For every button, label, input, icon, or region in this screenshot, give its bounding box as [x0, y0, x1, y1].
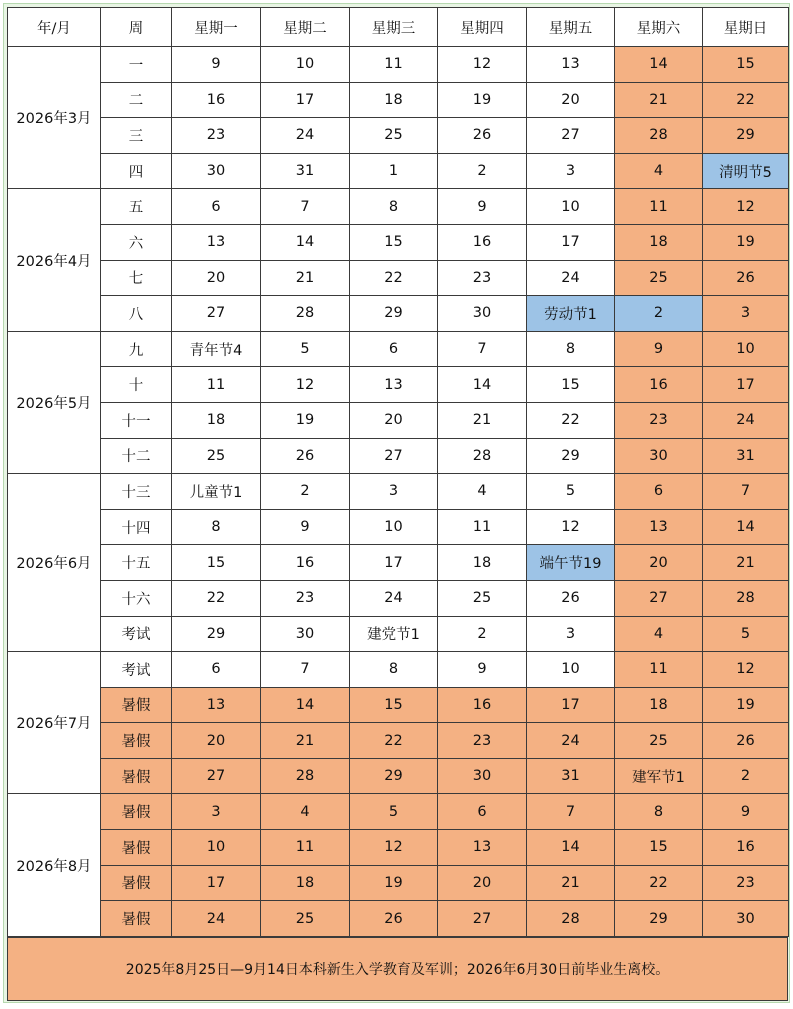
day-cell: 8	[172, 509, 261, 545]
day-cell: 端午节19	[527, 545, 615, 581]
header-week: 周	[101, 8, 172, 47]
week-label: 二	[101, 82, 172, 118]
day-cell: 23	[703, 865, 789, 901]
day-cell: 16	[172, 82, 261, 118]
day-cell: 11	[172, 367, 261, 403]
week-label: 三	[101, 118, 172, 154]
week-label: 五	[101, 189, 172, 225]
day-cell: 10	[261, 47, 350, 83]
day-cell: 25	[615, 260, 703, 296]
day-cell: 17	[527, 224, 615, 260]
header-tuesday: 星期二	[261, 8, 350, 47]
day-cell: 26	[438, 118, 527, 154]
day-cell: 23	[438, 260, 527, 296]
day-cell: 6	[438, 794, 527, 830]
day-cell: 27	[615, 580, 703, 616]
day-cell: 21	[261, 723, 350, 759]
header-monday: 星期一	[172, 8, 261, 47]
day-cell: 30	[172, 153, 261, 189]
day-cell: 14	[261, 687, 350, 723]
week-row	[8, 189, 789, 225]
week-label: 暑假	[101, 794, 172, 830]
week-row	[8, 652, 789, 688]
day-cell: 21	[261, 260, 350, 296]
day-cell: 16	[703, 830, 789, 866]
day-cell: 27	[172, 296, 261, 332]
day-cell: 儿童节1	[172, 474, 261, 510]
week-row	[8, 367, 789, 403]
day-cell: 31	[527, 758, 615, 794]
week-row	[8, 224, 789, 260]
day-cell: 9	[261, 509, 350, 545]
week-row	[8, 545, 789, 581]
day-cell: 25	[350, 118, 438, 154]
day-cell: 劳动节1	[527, 296, 615, 332]
day-cell: 4	[615, 153, 703, 189]
day-cell: 12	[350, 830, 438, 866]
header-thursday: 星期四	[438, 8, 527, 47]
day-cell: 4	[615, 616, 703, 652]
day-cell: 14	[703, 509, 789, 545]
week-label: 四	[101, 153, 172, 189]
day-cell: 22	[172, 580, 261, 616]
day-cell: 6	[172, 652, 261, 688]
day-cell: 27	[527, 118, 615, 154]
month-label: 2026年4月	[8, 189, 101, 331]
day-cell: 30	[615, 438, 703, 474]
day-cell: 4	[261, 794, 350, 830]
day-cell: 28	[261, 296, 350, 332]
day-cell: 13	[615, 509, 703, 545]
week-label: 考试	[101, 616, 172, 652]
header-saturday: 星期六	[615, 8, 703, 47]
day-cell: 7	[261, 189, 350, 225]
month-label: 2026年7月	[8, 652, 101, 794]
day-cell: 19	[261, 402, 350, 438]
week-row	[8, 865, 789, 901]
day-cell: 29	[527, 438, 615, 474]
day-cell: 4	[438, 474, 527, 510]
day-cell: 6	[172, 189, 261, 225]
day-cell: 2	[438, 616, 527, 652]
day-cell: 18	[438, 545, 527, 581]
day-cell: 23	[172, 118, 261, 154]
day-cell: 17	[261, 82, 350, 118]
day-cell: 2	[261, 474, 350, 510]
day-cell: 25	[261, 901, 350, 937]
day-cell: 10	[350, 509, 438, 545]
day-cell: 13	[438, 830, 527, 866]
day-cell: 15	[703, 47, 789, 83]
day-cell: 12	[527, 509, 615, 545]
day-cell: 24	[527, 260, 615, 296]
day-cell: 15	[350, 224, 438, 260]
day-cell: 5	[527, 474, 615, 510]
day-cell: 3	[350, 474, 438, 510]
day-cell: 9	[438, 652, 527, 688]
day-cell: 16	[438, 224, 527, 260]
day-cell: 10	[527, 652, 615, 688]
header-friday: 星期五	[527, 8, 615, 47]
day-cell: 13	[527, 47, 615, 83]
day-cell: 27	[350, 438, 438, 474]
week-row	[8, 616, 789, 652]
day-cell: 26	[261, 438, 350, 474]
day-cell: 24	[350, 580, 438, 616]
day-cell: 19	[350, 865, 438, 901]
day-cell: 2	[438, 153, 527, 189]
day-cell: 10	[703, 331, 789, 367]
week-label: 十三	[101, 474, 172, 510]
day-cell: 12	[703, 652, 789, 688]
header-year-month: 年/月	[8, 8, 101, 47]
day-cell: 18	[350, 82, 438, 118]
week-row	[8, 794, 789, 830]
day-cell: 28	[261, 758, 350, 794]
day-cell: 5	[703, 616, 789, 652]
day-cell: 18	[261, 865, 350, 901]
day-cell: 30	[703, 901, 789, 937]
day-cell: 18	[615, 687, 703, 723]
day-cell: 20	[438, 865, 527, 901]
day-cell: 14	[615, 47, 703, 83]
week-label: 暑假	[101, 723, 172, 759]
week-label: 十	[101, 367, 172, 403]
week-row	[8, 438, 789, 474]
week-label: 一	[101, 47, 172, 83]
week-row	[8, 723, 789, 759]
day-cell: 31	[703, 438, 789, 474]
day-cell: 29	[615, 901, 703, 937]
day-cell: 20	[350, 402, 438, 438]
day-cell: 27	[172, 758, 261, 794]
day-cell: 7	[261, 652, 350, 688]
day-cell: 25	[615, 723, 703, 759]
week-row	[8, 331, 789, 367]
week-row	[8, 47, 789, 83]
day-cell: 18	[172, 402, 261, 438]
week-label: 八	[101, 296, 172, 332]
day-cell: 19	[703, 687, 789, 723]
month-label: 2026年8月	[8, 794, 101, 936]
day-cell: 13	[172, 224, 261, 260]
footer-note: 2025年8月25日—9月14日本科新生入学教育及军训；2026年6月30日前毕业生离校。	[7, 937, 788, 1001]
day-cell: 13	[350, 367, 438, 403]
week-label: 六	[101, 224, 172, 260]
day-cell: 22	[350, 723, 438, 759]
day-cell: 10	[172, 830, 261, 866]
day-cell: 29	[703, 118, 789, 154]
day-cell: 10	[527, 189, 615, 225]
day-cell: 8	[615, 794, 703, 830]
day-cell: 8	[350, 652, 438, 688]
week-label: 十二	[101, 438, 172, 474]
day-cell: 28	[527, 901, 615, 937]
day-cell: 15	[350, 687, 438, 723]
day-cell: 3	[527, 616, 615, 652]
day-cell: 7	[703, 474, 789, 510]
day-cell: 2	[615, 296, 703, 332]
day-cell: 22	[703, 82, 789, 118]
week-row	[8, 296, 789, 332]
week-row	[8, 260, 789, 296]
day-cell: 19	[703, 224, 789, 260]
day-cell: 20	[172, 723, 261, 759]
day-cell: 28	[703, 580, 789, 616]
day-cell: 6	[350, 331, 438, 367]
day-cell: 6	[615, 474, 703, 510]
day-cell: 13	[172, 687, 261, 723]
week-row	[8, 82, 789, 118]
week-label: 十一	[101, 402, 172, 438]
day-cell: 3	[703, 296, 789, 332]
week-label: 九	[101, 331, 172, 367]
day-cell: 23	[261, 580, 350, 616]
day-cell: 27	[438, 901, 527, 937]
month-label: 2026年6月	[8, 474, 101, 652]
day-cell: 青年节4	[172, 331, 261, 367]
week-row	[8, 474, 789, 510]
day-cell: 25	[438, 580, 527, 616]
day-cell: 11	[261, 830, 350, 866]
day-cell: 9	[615, 331, 703, 367]
day-cell: 5	[261, 331, 350, 367]
day-cell: 8	[527, 331, 615, 367]
day-cell: 19	[438, 82, 527, 118]
day-cell: 26	[703, 260, 789, 296]
header-sunday: 星期日	[703, 8, 789, 47]
day-cell: 29	[172, 616, 261, 652]
day-cell: 7	[438, 331, 527, 367]
day-cell: 23	[438, 723, 527, 759]
week-row	[8, 118, 789, 154]
day-cell: 15	[527, 367, 615, 403]
day-cell: 21	[615, 82, 703, 118]
day-cell: 9	[703, 794, 789, 830]
day-cell: 21	[438, 402, 527, 438]
day-cell: 14	[438, 367, 527, 403]
day-cell: 建军节1	[615, 758, 703, 794]
day-cell: 12	[438, 47, 527, 83]
day-cell: 14	[261, 224, 350, 260]
day-cell: 12	[703, 189, 789, 225]
day-cell: 26	[350, 901, 438, 937]
day-cell: 28	[438, 438, 527, 474]
week-label: 暑假	[101, 865, 172, 901]
school-calendar-table	[7, 7, 789, 937]
day-cell: 16	[261, 545, 350, 581]
day-cell: 12	[261, 367, 350, 403]
week-label: 十六	[101, 580, 172, 616]
week-row	[8, 153, 789, 189]
week-label: 暑假	[101, 901, 172, 937]
day-cell: 11	[615, 189, 703, 225]
day-cell: 15	[172, 545, 261, 581]
day-cell: 24	[172, 901, 261, 937]
day-cell: 17	[350, 545, 438, 581]
day-cell: 9	[172, 47, 261, 83]
day-cell: 26	[703, 723, 789, 759]
calendar-frame	[3, 3, 790, 1003]
week-label: 十五	[101, 545, 172, 581]
week-row	[8, 758, 789, 794]
day-cell: 22	[615, 865, 703, 901]
day-cell: 24	[703, 402, 789, 438]
day-cell: 15	[615, 830, 703, 866]
day-cell: 14	[527, 830, 615, 866]
day-cell: 3	[172, 794, 261, 830]
day-cell: 16	[438, 687, 527, 723]
day-cell: 23	[615, 402, 703, 438]
week-row	[8, 687, 789, 723]
week-row	[8, 580, 789, 616]
day-cell: 建党节1	[350, 616, 438, 652]
day-cell: 28	[615, 118, 703, 154]
day-cell: 9	[438, 189, 527, 225]
day-cell: 31	[261, 153, 350, 189]
header-wednesday: 星期三	[350, 8, 438, 47]
day-cell: 17	[172, 865, 261, 901]
week-label: 暑假	[101, 758, 172, 794]
day-cell: 29	[350, 296, 438, 332]
day-cell: 20	[527, 82, 615, 118]
day-cell: 30	[261, 616, 350, 652]
day-cell: 3	[527, 153, 615, 189]
month-label: 2026年3月	[8, 47, 101, 189]
week-row	[8, 402, 789, 438]
day-cell: 18	[615, 224, 703, 260]
week-label: 十四	[101, 509, 172, 545]
day-cell: 5	[350, 794, 438, 830]
day-cell: 16	[615, 367, 703, 403]
day-cell: 26	[527, 580, 615, 616]
week-row	[8, 509, 789, 545]
day-cell: 17	[527, 687, 615, 723]
week-row	[8, 830, 789, 866]
day-cell: 清明节5	[703, 153, 789, 189]
day-cell: 11	[615, 652, 703, 688]
week-label: 暑假	[101, 687, 172, 723]
header-row	[8, 8, 789, 47]
day-cell: 29	[350, 758, 438, 794]
month-label: 2026年5月	[8, 331, 101, 473]
week-label: 暑假	[101, 830, 172, 866]
day-cell: 24	[261, 118, 350, 154]
day-cell: 1	[350, 153, 438, 189]
day-cell: 30	[438, 296, 527, 332]
day-cell: 30	[438, 758, 527, 794]
day-cell: 20	[172, 260, 261, 296]
day-cell: 20	[615, 545, 703, 581]
day-cell: 24	[527, 723, 615, 759]
calendar-body	[8, 47, 789, 937]
day-cell: 25	[172, 438, 261, 474]
day-cell: 2	[703, 758, 789, 794]
week-row	[8, 901, 789, 937]
day-cell: 8	[350, 189, 438, 225]
day-cell: 11	[350, 47, 438, 83]
week-label: 七	[101, 260, 172, 296]
day-cell: 17	[703, 367, 789, 403]
day-cell: 21	[527, 865, 615, 901]
day-cell: 11	[438, 509, 527, 545]
day-cell: 22	[527, 402, 615, 438]
day-cell: 22	[350, 260, 438, 296]
day-cell: 7	[527, 794, 615, 830]
week-label: 考试	[101, 652, 172, 688]
day-cell: 21	[703, 545, 789, 581]
